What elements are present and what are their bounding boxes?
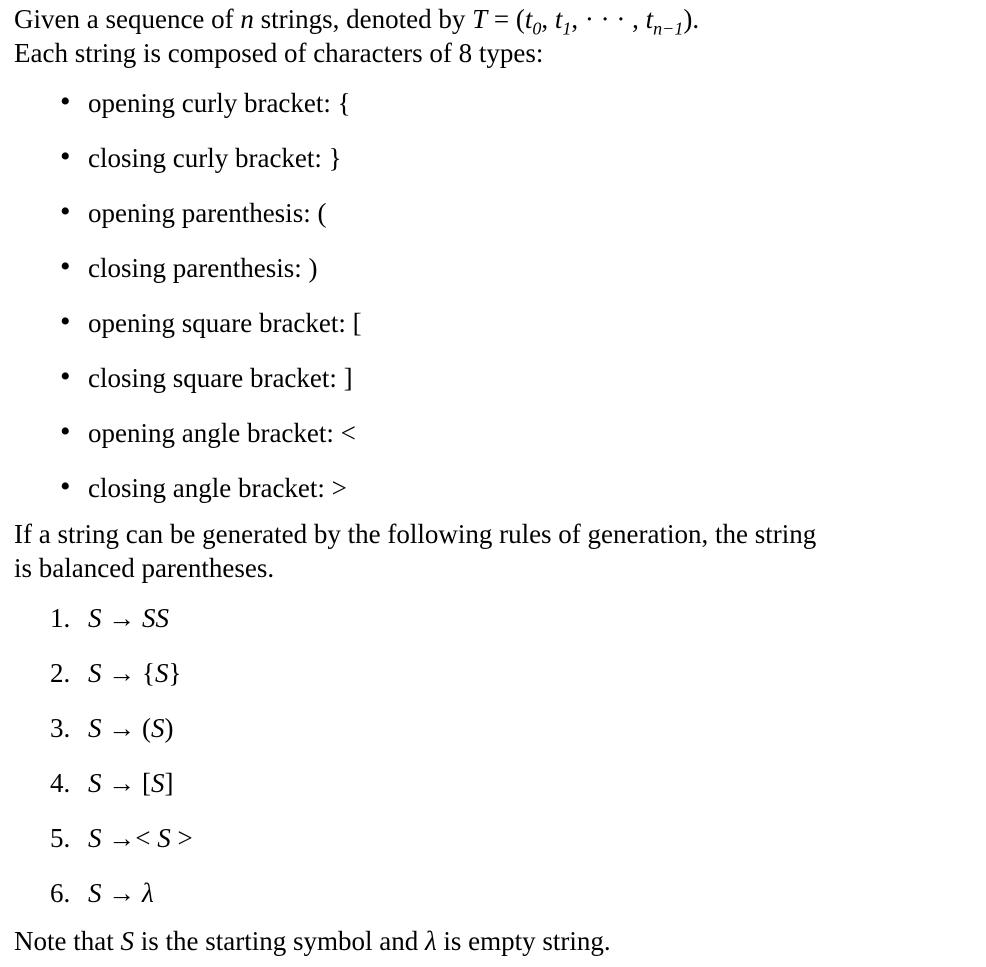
intro-text-mid: strings, denoted by (253, 4, 473, 34)
list-item (14, 471, 972, 505)
rules-intro-paragraph (14, 517, 972, 585)
rule-lhs: S (88, 603, 109, 633)
subscript-n-1: n−1 (653, 18, 684, 39)
note-text-post: is empty string. (436, 926, 611, 956)
rule-close-symbol: } (168, 658, 182, 688)
character-types-list (14, 86, 972, 505)
rule-lhs: S (88, 713, 109, 743)
rule-item (14, 656, 972, 690)
bullet-icon: • (60, 140, 71, 173)
rule-lhs: S (88, 878, 109, 908)
math-var-T: T (472, 4, 488, 34)
arrow-icon: → (108, 878, 142, 908)
math-equals-open: = ( (487, 4, 525, 34)
rules-intro-line-2: is balanced parentheses. (14, 553, 275, 583)
rule-lhs: S (88, 658, 109, 688)
list-item-label: opening angle bracket: < (88, 418, 356, 448)
rule-rhs: S (151, 768, 165, 798)
math-var-t0: t (524, 4, 533, 34)
rule-lhs: S (88, 823, 109, 853)
rule-open-symbol: < (135, 823, 158, 853)
generation-rules-list (14, 601, 972, 910)
bullet-icon: • (60, 415, 71, 448)
list-item-label: opening parenthesis: ( (88, 198, 327, 228)
list-number: 3. (50, 713, 71, 743)
rules-intro-line-1: If a string can be generated by the following rules of generation, the string (14, 519, 817, 549)
subscript-1: 1 (562, 18, 572, 39)
bullet-icon: • (60, 470, 71, 503)
rule-open-symbol: { (142, 658, 155, 688)
rule-lhs: S (88, 768, 109, 798)
math-close-paren: ). (683, 4, 700, 34)
rule-open-symbol: [ (142, 768, 151, 798)
list-item (14, 416, 972, 450)
math-var-t1: t (554, 4, 563, 34)
intro-text-pre: Given a sequence of (14, 4, 241, 34)
list-item (14, 86, 972, 120)
rule-item (14, 876, 972, 910)
math-comma-2: , (571, 4, 585, 34)
list-item-label: closing square bracket: ] (88, 363, 353, 393)
list-item-label: opening curly bracket: { (88, 88, 351, 118)
list-item (14, 141, 972, 175)
intro-line-2: Each string is composed of characters of 8 types: (14, 38, 544, 68)
rule-open-symbol: ( (142, 713, 151, 743)
rule-close-symbol: > (170, 823, 193, 853)
list-number: 1. (50, 603, 71, 633)
math-var-S: S (120, 926, 134, 956)
math-comma-1: , (541, 4, 555, 34)
subscript-0: 0 (532, 18, 542, 39)
bullet-icon: • (60, 85, 71, 118)
rule-rhs: λ (142, 878, 154, 908)
rule-rhs: S (151, 713, 165, 743)
arrow-icon: → (108, 603, 142, 633)
math-var-lambda: λ (424, 926, 437, 956)
arrow-icon: → (108, 658, 142, 688)
list-item (14, 306, 972, 340)
intro-paragraph (14, 2, 972, 70)
rule-item (14, 601, 972, 635)
bullet-icon: • (60, 305, 71, 338)
bullet-icon: • (60, 195, 71, 228)
rule-item (14, 766, 972, 800)
math-cdots: · · · (584, 4, 626, 34)
list-item-label: closing parenthesis: ) (88, 253, 318, 283)
arrow-icon: → (108, 823, 136, 853)
math-var-n: n (240, 4, 254, 34)
list-item-label: closing curly bracket: } (88, 143, 342, 173)
list-item (14, 361, 972, 395)
note-text-mid: is the starting symbol and (133, 926, 425, 956)
intro-line-1 (14, 2, 972, 39)
rule-item (14, 711, 972, 745)
list-number: 6. (50, 878, 71, 908)
arrow-icon: → (108, 768, 142, 798)
bullet-icon: • (60, 250, 71, 283)
math-comma-3: , (625, 4, 646, 34)
rule-rhs: SS (142, 603, 169, 633)
rule-close-symbol: ] (164, 768, 174, 798)
bullet-icon: • (60, 360, 71, 393)
rule-rhs: S (154, 658, 169, 688)
list-number: 5. (50, 823, 71, 853)
list-number: 4. (50, 768, 71, 798)
list-item (14, 251, 972, 285)
math-var-tn: t (645, 4, 654, 34)
rule-item (14, 821, 972, 855)
list-item-label: opening square bracket: [ (88, 308, 362, 338)
arrow-icon: → (108, 713, 142, 743)
rule-rhs: S (157, 823, 171, 853)
list-item (14, 196, 972, 230)
note-text-pre: Note that (14, 926, 121, 956)
rule-close-symbol: ) (164, 713, 174, 743)
list-number: 2. (50, 658, 71, 688)
note-paragraph (14, 924, 972, 958)
list-item-label: closing angle bracket: > (88, 473, 347, 503)
